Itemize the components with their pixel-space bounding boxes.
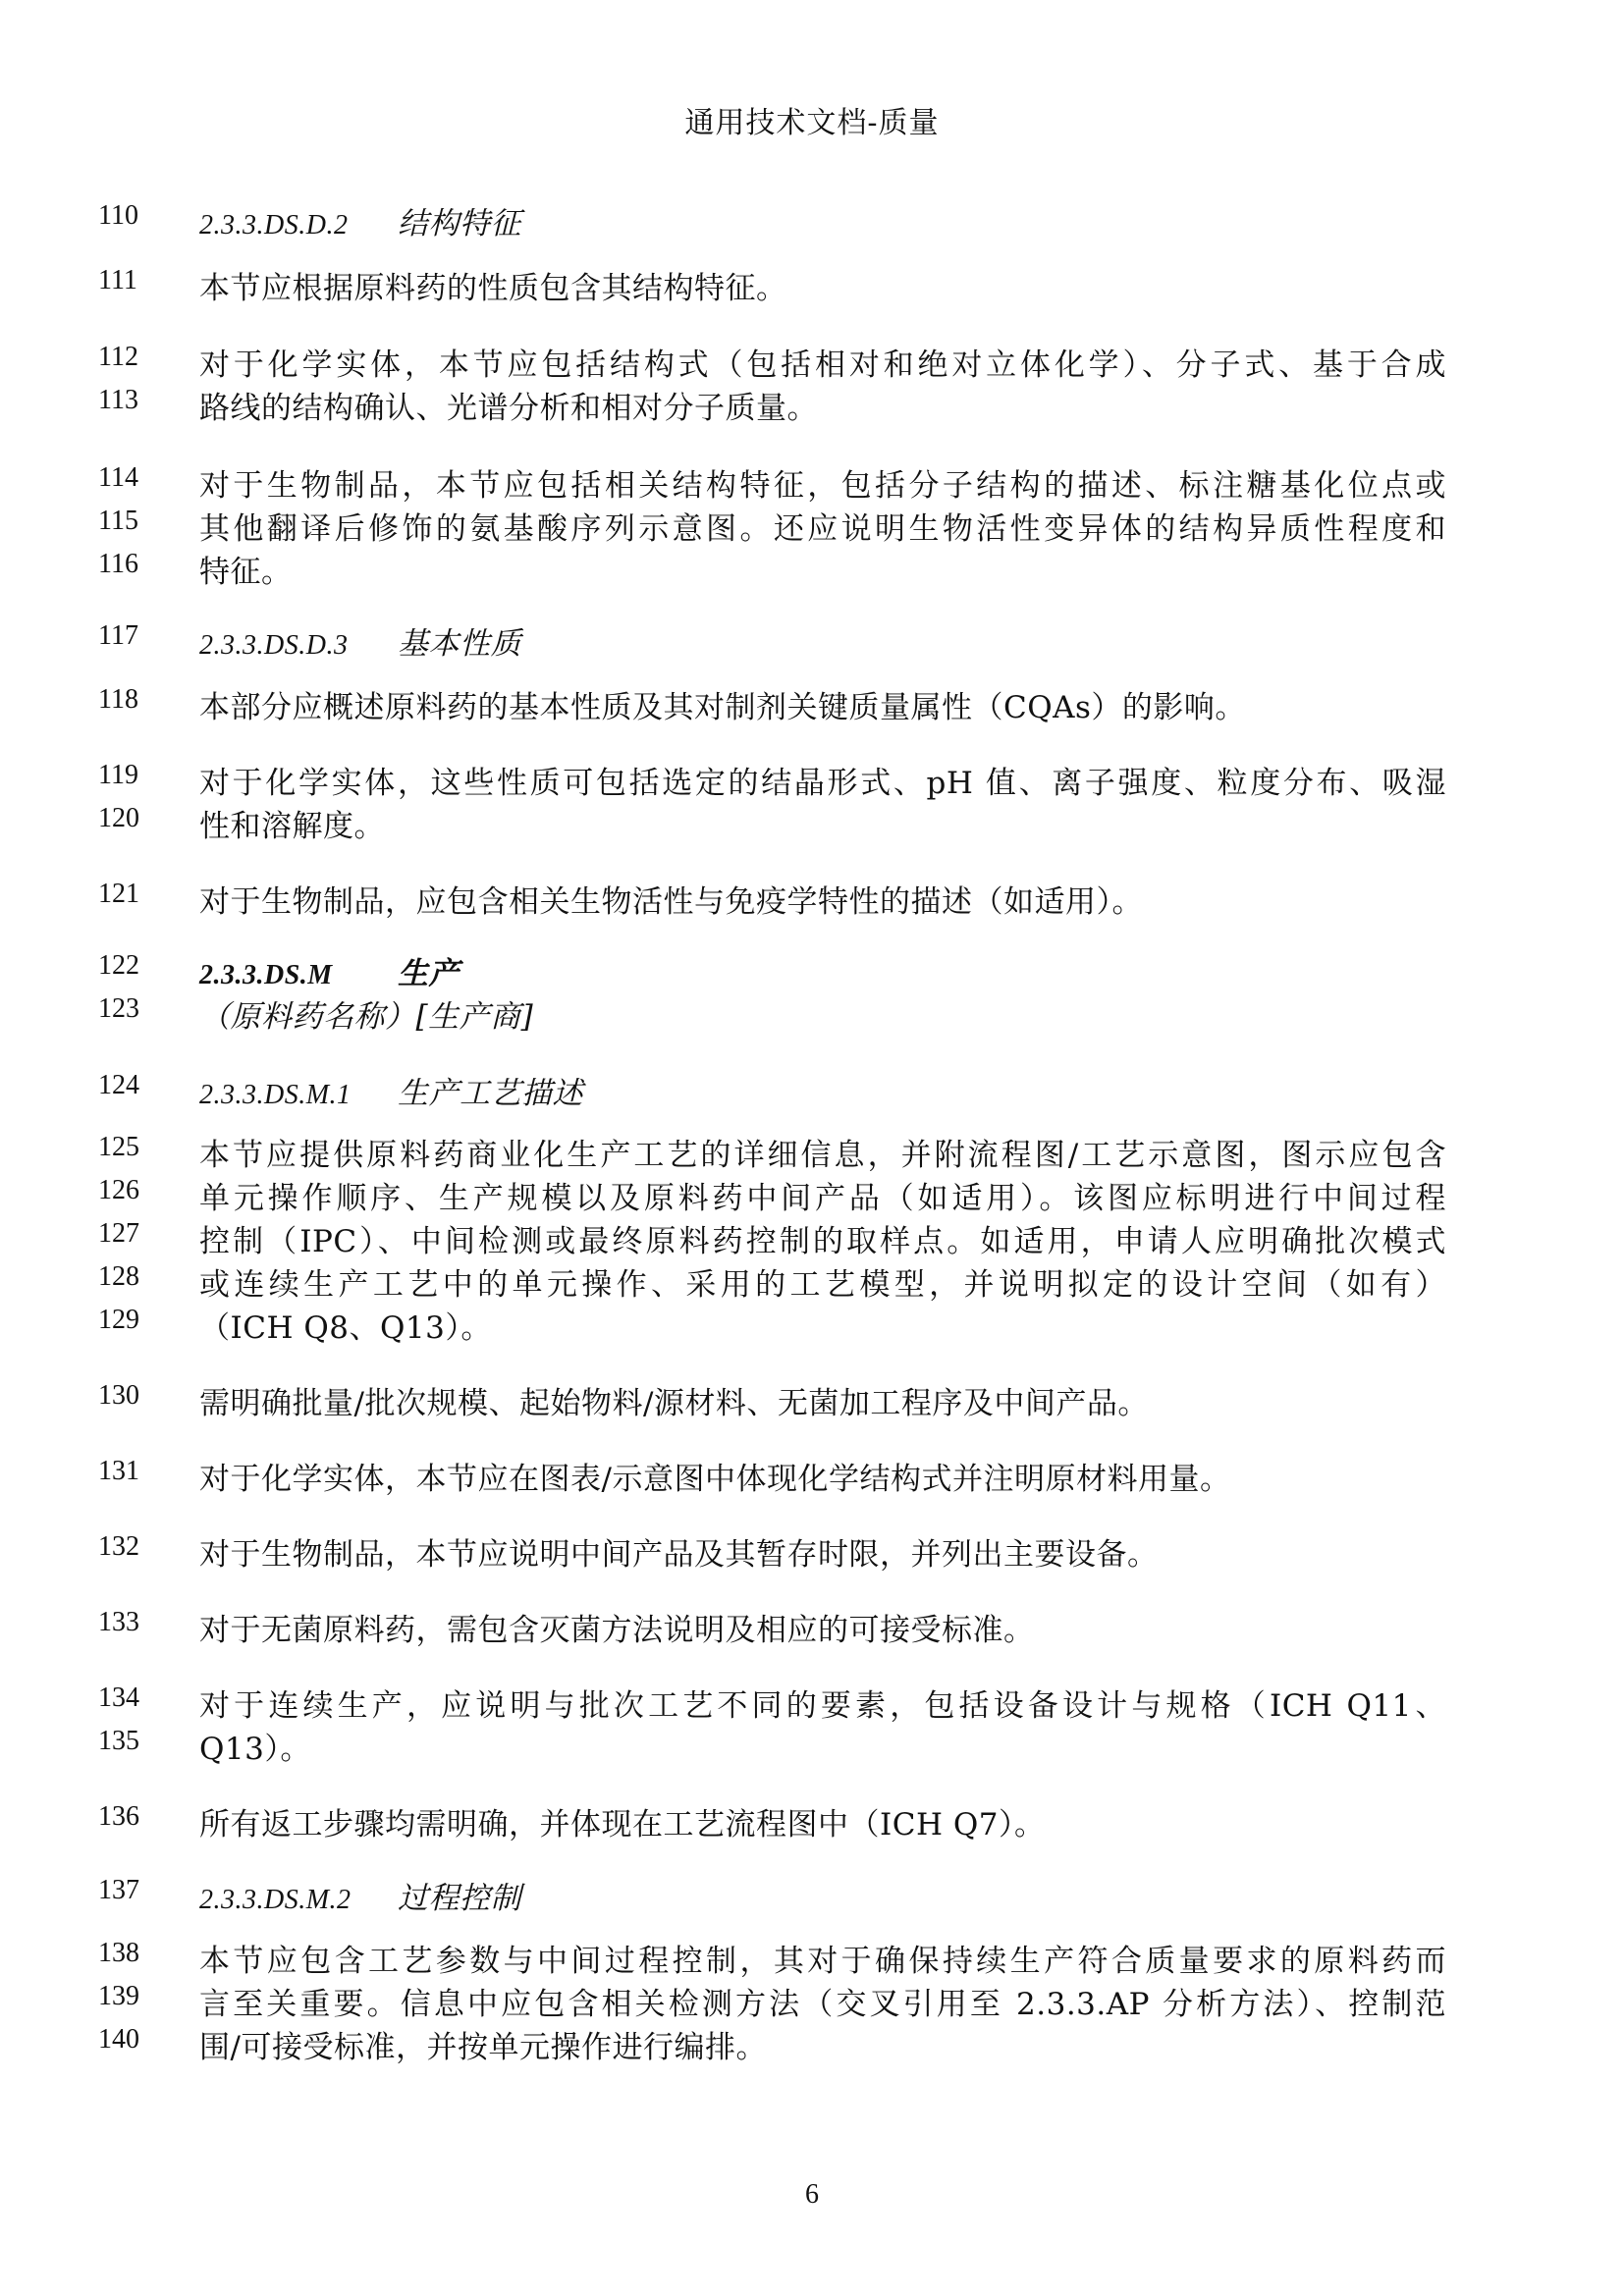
text-line: 本节应根据原料药的性质包含其结构特征。 <box>199 271 787 306</box>
line-number: 135 <box>98 1726 139 1756</box>
text-line: 控制（IPC）、中间检测或最终原料药控制的取样点。如适用，申请人应明确批次模式 <box>199 1224 1446 1259</box>
line-number: 113 <box>98 385 138 415</box>
line-number: 132 <box>98 1531 139 1562</box>
text-line: 围/可接受标准，并按单元操作进行编排。 <box>199 2030 767 2065</box>
line-number: 114 <box>98 462 138 493</box>
text-line: 本节应包含工艺参数与中间过程控制，其对于确保持续生产符合质量要求的原料药而 <box>199 1944 1446 1979</box>
section-heading <box>199 1068 1446 1112</box>
section-title: 生产 <box>398 956 460 991</box>
text-line: Q13）。 <box>199 1732 311 1767</box>
text-line: 路线的结构确认、光谱分析和相对分子质量。 <box>199 391 818 426</box>
text-line: 其他翻译后修饰的氨基酸序列示意图。还应说明生物活性变异体的结构异质性程度和 <box>199 511 1446 547</box>
line-number: 115 <box>98 506 138 536</box>
line-number: 133 <box>98 1607 139 1637</box>
section-heading <box>199 948 1446 992</box>
line-number: 138 <box>98 1938 139 1968</box>
text-line: 或连续生产工艺中的单元操作、采用的工艺模型，并说明拟定的设计空间（如有） <box>199 1267 1446 1303</box>
line-number: 121 <box>98 879 139 909</box>
text-line: 单元操作顺序、生产规模以及原料药中间产品（如适用）。该图应标明进行中间过程 <box>199 1181 1446 1216</box>
line-number: 124 <box>98 1070 139 1100</box>
section-heading <box>199 618 1446 663</box>
line-number: 137 <box>98 1875 139 1905</box>
section-number: 2.3.3.DS.M.1 <box>199 1080 352 1110</box>
section-number: 2.3.3.DS.M <box>199 960 333 990</box>
section-number: 2.3.3.DS.D.3 <box>199 630 349 661</box>
text-line: 需明确批量/批次规模、起始物料/源材料、无菌加工程序及中间产品。 <box>199 1386 1149 1421</box>
line-number: 123 <box>98 993 139 1024</box>
line-number: 128 <box>98 1261 139 1292</box>
text-line: 对于化学实体，这些性质可包括选定的结晶形式、pH 值、离子强度、粒度分布、吸湿 <box>199 766 1446 801</box>
page-header: 通用技术文档-质量 <box>684 106 940 140</box>
text-line: 性和溶解度。 <box>199 809 385 844</box>
text-line: 对于生物制品，本节应说明中间产品及其暂存时限，并列出主要设备。 <box>199 1537 1159 1573</box>
section-title: 结构特征 <box>398 206 521 241</box>
section-number: 2.3.3.DS.M.2 <box>199 1885 352 1915</box>
section-title: 基本性质 <box>398 626 521 662</box>
line-number: 119 <box>98 760 138 790</box>
text-line: 对于连续生产，应说明与批次工艺不同的要素，包括设备设计与规格（ICH Q11、 <box>199 1688 1446 1724</box>
line-number: 129 <box>98 1305 139 1335</box>
line-number: 126 <box>98 1175 139 1205</box>
text-line: 对于生物制品，本节应包括相关结构特征，包括分子结构的描述、标注糖基化位点或 <box>199 468 1446 504</box>
text-line: 本部分应概述原料药的基本性质及其对制剂关键质量属性（CQAs）的影响。 <box>199 690 1246 725</box>
page-number: 6 <box>805 2179 819 2210</box>
line-number: 127 <box>98 1218 139 1249</box>
section-title: 过程控制 <box>398 1881 521 1916</box>
line-number: 112 <box>98 342 138 372</box>
line-number: 130 <box>98 1380 139 1411</box>
section-heading <box>199 1873 1446 1917</box>
line-number: 131 <box>98 1456 139 1486</box>
line-number: 116 <box>98 549 138 579</box>
italic-line: （原料药名称）[生产商] <box>199 999 534 1035</box>
text-line: （ICH Q8、Q13）。 <box>199 1310 492 1346</box>
text-line: 所有返工步骤均需明确，并体现在工艺流程图中（ICH Q7）。 <box>199 1807 1046 1842</box>
text-line: 特征。 <box>199 555 293 590</box>
line-number: 120 <box>98 803 139 833</box>
text-line: 对于化学实体，本节应在图表/示意图中体现化学结构式并注明原材料用量。 <box>199 1462 1231 1497</box>
line-number: 125 <box>98 1132 139 1162</box>
text-line: 对于化学实体，本节应包括结构式（包括相对和绝对立体化学）、分子式、基于合成 <box>199 347 1446 383</box>
line-number: 118 <box>98 684 138 715</box>
line-number: 122 <box>98 950 139 981</box>
line-number: 117 <box>98 620 138 651</box>
line-number: 134 <box>98 1682 139 1713</box>
line-number: 139 <box>98 1981 139 2011</box>
section-heading <box>199 198 1446 242</box>
line-number: 136 <box>98 1801 139 1832</box>
text-line: 对于生物制品，应包含相关生物活性与免疫学特性的描述（如适用）。 <box>199 884 1143 920</box>
section-title: 生产工艺描述 <box>398 1076 583 1111</box>
text-line: 对于无菌原料药，需包含灭菌方法说明及相应的可接受标准。 <box>199 1613 1035 1648</box>
line-number: 111 <box>98 265 137 295</box>
line-number: 140 <box>98 2024 139 2055</box>
text-line: 本节应提供原料药商业化生产工艺的详细信息，并附流程图/工艺示意图，图示应包含 <box>199 1138 1446 1173</box>
line-number: 110 <box>98 200 138 231</box>
text-line: 言至关重要。信息中应包含相关检测方法（交叉引用至 2.3.3.AP 分析方法）、控制范 <box>199 1987 1446 2022</box>
section-number: 2.3.3.DS.D.2 <box>199 210 349 240</box>
